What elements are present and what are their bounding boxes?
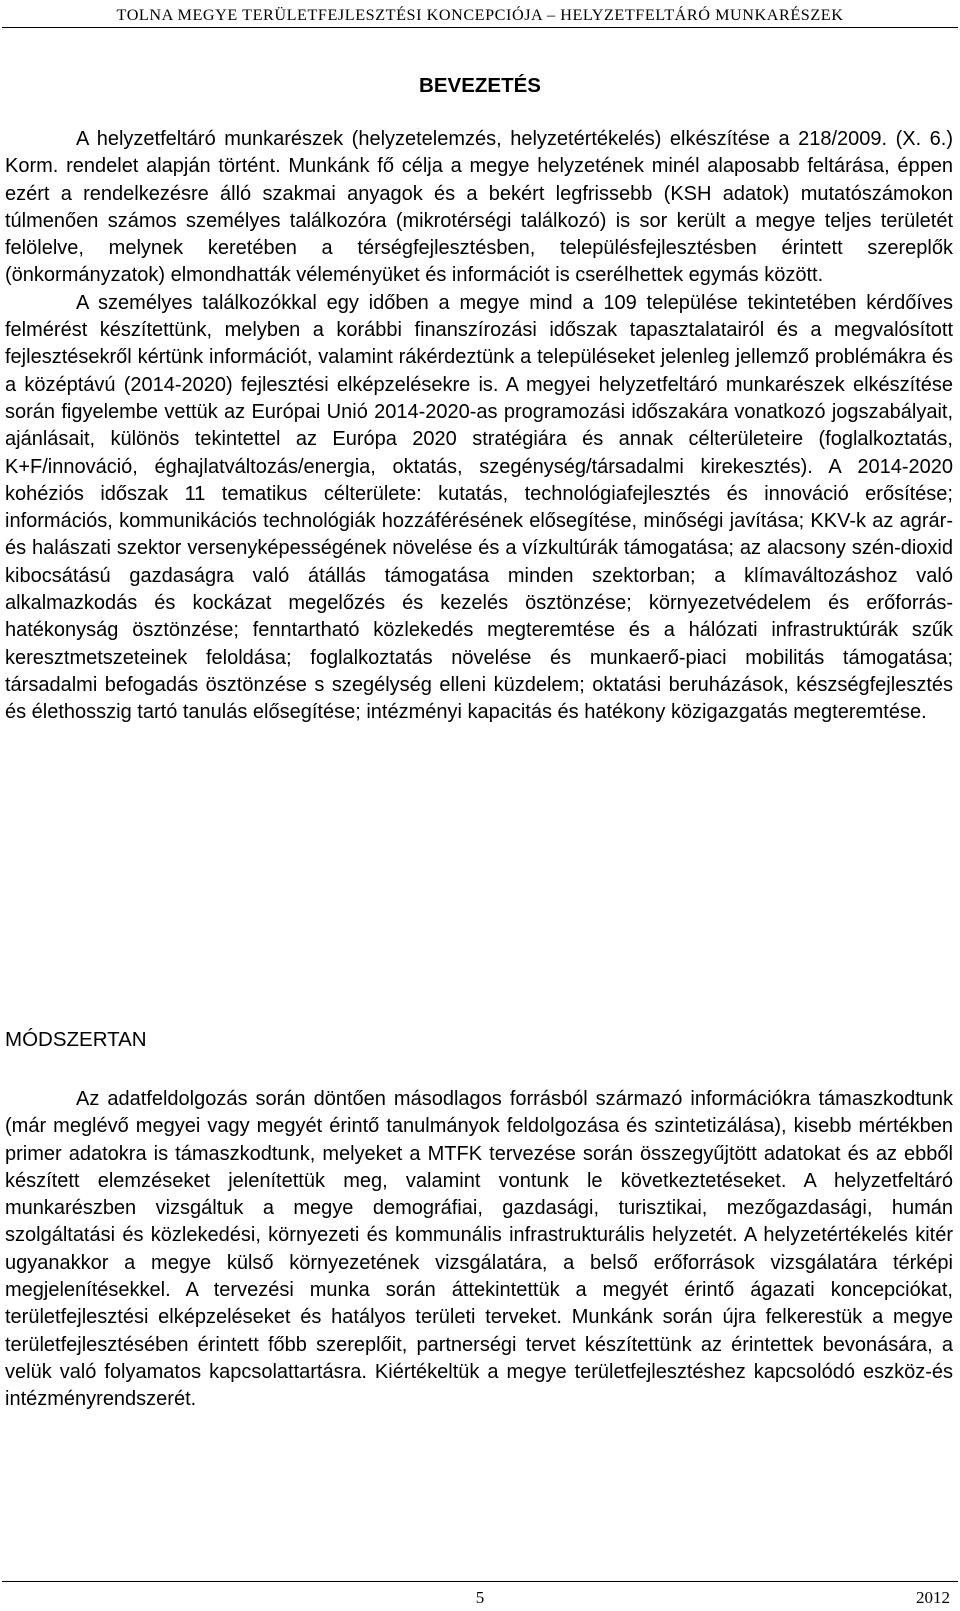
header-rule bbox=[2, 27, 958, 28]
running-header: TOLNA MEGYE TERÜLETFEJLESZTÉSI KONCEPCIÓJA – HELYZETFELTÁRÓ MUNKARÉSZEK bbox=[116, 6, 844, 24]
intro-paragraph-1: A helyzetfeltáró munkarészek (helyzetelemzés, helyzetértékelés) elkészítése a 218/2009. (X. 6.) Korm. rendelet alapján történt. Munkánk fő célja a megye helyzetének minél alaposabb feltárása, éppen ezért a rendelkezésre álló szakmai anyagok és a bekért legfrissebb (KSH adatok) mutatószámokon túlmenően számos személyes találkozóra (mikrotérségi találkozó) is sor került a megye teljes területét felölelve, melynek keretében a térségfejlesztésben, településfejlesztésben érintett szereplők (önkormányzatok) elmondhatták véleményüket és információt is cserélhettek egymás között. bbox=[5, 128, 953, 287]
page-number: 5 bbox=[475, 1588, 485, 1607]
footer-rule bbox=[2, 1581, 958, 1582]
footer-year: 2012 bbox=[916, 1588, 950, 1607]
intro-paragraph-2: A személyes találkozókkal egy időben a megye mind a 109 települése tekintetében kérdőíves felmérést készítettünk, melyben a korábbi finanszírozási időszak tapasztalatairól és a megvalósított fejlesztésekről kértünk információt, valamint rákérdeztünk a településeket jelenleg jellemző problémákra és a középtávú (2014-2020) fejlesztési elképzelésekre is. A megyei helyzetfeltáró munkarészek elkészítése során figyelembe vettük az Európai Unió 2014-2020-as programozási időszakára vonatkozó jogszabályait, ajánlásait, különös tekintettel az Európa 2020 stratégiára és annak célterületeire (foglalkoztatás, K+F/innováció, éghajlatváltozás/energia, oktatás, szegénység/társadalmi kirekesztés). A 2014-2020 kohéziós időszak 11 tematikus célterülete: kutatás, technológiafejlesztés és innováció erősítése; információs, kommunikációs technológiák hozzáférésének elősegítése, minőségi javítása; KKV-k az agrár- és halászati szektor versenyképességének növelése és a vízkultúrák támogatása; az alacsony szén-dioxid kibocsátású gazdaságra való átállás támogatása minden szektorban; a klímaváltozáshoz való alkalmazkodás és kockázat megelőzés és kezelés ösztönzése; környezetvédelem és erőforrás-hatékonyság ösztönzése; fenntartható közlekedés megteremtése és a hálózati infrastruktúrák szűk keresztmetszeteinek feloldása; foglalkoztatás növelése és munkaerő-piaci mobilitás támogatása; társadalmi befogadás ösztönzése s szegélység elleni küzdelem; oktatási beruházások, készségfejlesztés és élethosszig tartó tanulás elősegítése; intézményi kapacitás és hatékony közigazgatás megteremtése. bbox=[5, 291, 953, 724]
section-heading-intro: BEVEZETÉS bbox=[419, 74, 541, 97]
method-text-block bbox=[5, 1086, 953, 1414]
method-paragraph-1: Az adatfeldolgozás során döntően másodlagos forrásból származó információkra támaszkodtunk (már meglévő megyei vagy megyét érintő tanulmányok feldolgozása és szintetizálása), kisebb mértékben primer adatokra is támaszkodtunk, melyeket a MTFK tervezése során összegyűjtött adatokat és az ebből készített elemzéseket jelenítettük meg, valamint vontunk le következtetéseket. A helyzetfeltáró munkarészben vizsgáltuk a megye demográfiai, gazdasági, turisztikai, mezőgazdasági, humán szolgáltatási és közlekedési, környezeti és kommunális infrastrukturális helyzetét. A helyzetértékelés kitér ugyanakkor a megye külső környezetének vizsgálatára, a belső erőforrások vizsgálatára térképi megjelenítésekkel. A tervezési munka során áttekintettük a megyét érintő ágazati koncepciókat, területfejlesztési elképzeléseket és hatályos területi terveket. Munkánk során újra felkerestük a megye területfejlesztésében érintett főbb szereplőit, partnerségi tervet készítettünk az érintettek bevonására, a velük való folyamatos kapcsolattartásra. Kiértékeltük a megye területfejlesztéshez kapcsolódó eszköz-és intézményrendszerét. bbox=[5, 1088, 953, 1411]
section-heading-method: MÓDSZERTAN bbox=[5, 1028, 147, 1051]
intro-text-block bbox=[5, 126, 953, 727]
